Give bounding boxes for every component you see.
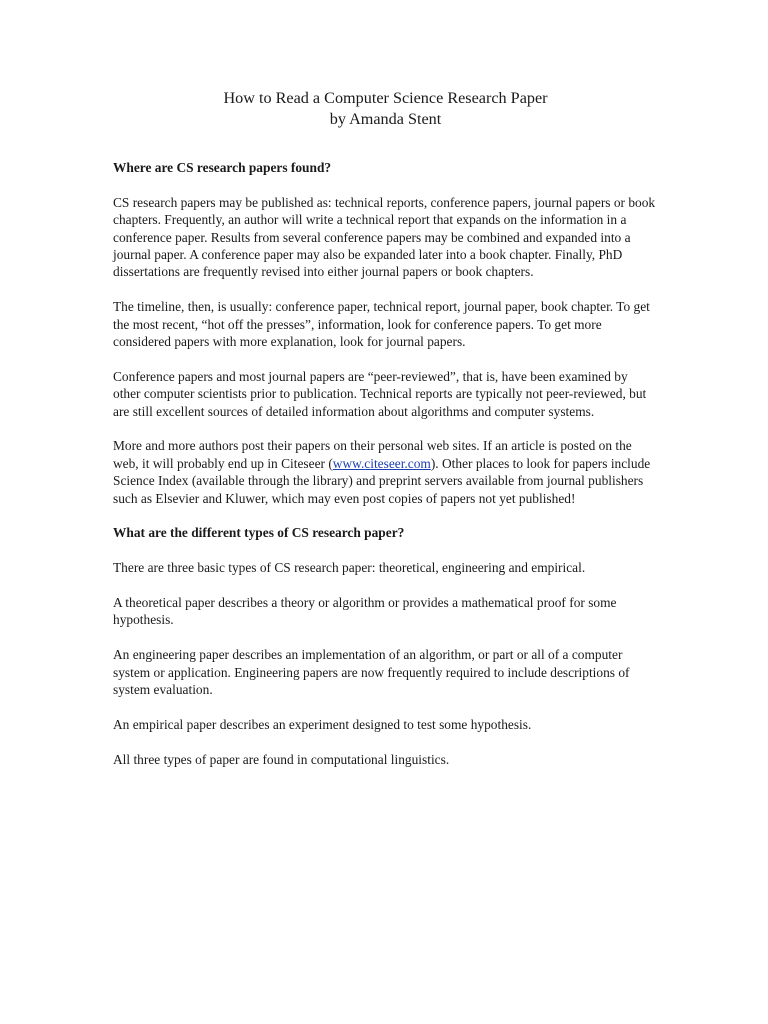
web-sources-text-end: ). Other places to look for papers include Science Index (available through the library) and preprint servers available from journal publishers such as Elsevier and Kluwer, which may even post copies of papers not yet published! — [113, 455, 651, 506]
paragraph-timeline: The timeline, then, is usually: conference paper, technical report, journal paper, book chapter. To get the most recent, “hot off the presses”, information, look for conference papers. To get more considered papers with more explanation, look for journal papers. — [113, 299, 650, 350]
web-sources-text-start: More and more authors post their papers on their personal web sites. If an article is posted on the web, it will probably end up in Citeseer ( — [113, 438, 632, 471]
section-heading-paper-types: What are the different types of CS research paper? — [113, 525, 405, 541]
paragraph-peer-review: Conference papers and most journal papers are “peer-reviewed”, that is, have been examined by other computer scientists prior to publication. Technical reports are typically not peer-reviewed, but are still excellent sources of detailed information about algorithms and computer systems. — [113, 368, 647, 419]
page-title: How to Read a Computer Science Research Paper — [223, 89, 548, 107]
paragraph-web-sources — [113, 437, 658, 507]
author-byline: by Amanda Stent — [329, 110, 442, 128]
paragraph-engineering: An engineering paper describes an implementation of an algorithm, or part or all of a computer system or application. Engineering papers are now frequently required to include descriptions of system evaluation. — [113, 647, 630, 698]
paragraph-computational-linguistics: All three types of paper are found in computational linguistics. — [113, 751, 450, 767]
paragraph-theoretical: A theoretical paper describes a theory or algorithm or provides a mathematical proof for some hypothesis. — [113, 595, 617, 628]
section-heading-where-found: Where are CS research papers found? — [113, 160, 332, 175]
citeseer-link[interactable]: www.citeseer.com — [332, 455, 431, 471]
paragraph-three-types: There are three basic types of CS research paper: theoretical, engineering and empirical. — [113, 560, 586, 576]
paragraph-publication-types: CS research papers may be published as: technical reports, conference papers, journal papers or book chapters. Frequently, an author will write a technical report that expands on the information in a conference paper. Results from several conference papers may be combined and expanded into a journal paper. A conference paper may also be expanded later into a book chapter. Finally, PhD dissertations are frequently revised into either journal papers or book chapters. — [113, 194, 656, 280]
paragraph-empirical: An empirical paper describes an experiment designed to test some hypothesis. — [113, 716, 532, 732]
document-page — [113, 88, 658, 785]
